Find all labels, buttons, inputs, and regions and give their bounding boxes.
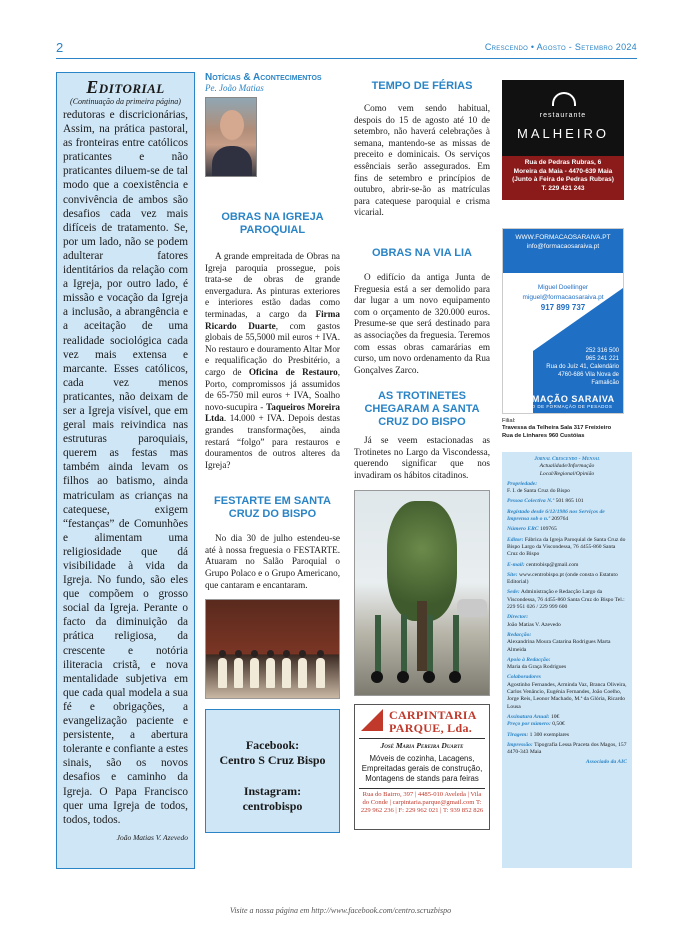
formacao-branches: Filial: Travessa da Telheira Sala 317 Freixieiro Rua de Linhares 960 Custóias (502, 418, 612, 439)
formacao-top-band (503, 229, 623, 273)
header-divider (56, 58, 637, 59)
page-number: 2 (56, 40, 64, 55)
carpintaria-owner: José Maria Pereira Duarte (359, 738, 485, 750)
footer-facebook-link[interactable]: Visite a nossa página em http://www.facebook.com/centro.scruzbispo (229, 906, 452, 915)
formacao-phones: 252 316 500 965 241 221 Rua do Juíz 41, Calendário 4760-686 Vila Nova de Famalicão (546, 348, 619, 386)
carpintaria-title-1: CARPINTARIA (389, 707, 477, 722)
trotinetes-headline: AS TROTINETES CHEGARAM A SANTA CRUZ DO BISPO (364, 390, 480, 429)
trotinetes-body: Já se veem estacionadas as Trotinetes no Largo da Viscondessa, querendo significar que nos invadiram os hábitos citadinos. (354, 435, 490, 481)
instagram-label: Instagram: (243, 784, 302, 799)
formacao-brand: FORMAÇÃO SARAIVA CENTRO DE FORMAÇÃO DE PESADOS (511, 394, 615, 409)
editorial-continuation: (Continuação da primeira página) (70, 97, 181, 106)
column-three (354, 72, 490, 830)
obras-igreja-body: A grande empreitada de Obras na Igreja paroquia prossegue, pois trata-se de obras de grande envergadura. As pinturas exteriores e interiores estão dadas como terminadas, a cargo da Firma Ricardo Duarte, com gastos globais de 55,5000 mil euros + IVA. No restauro e douramento Altar Mor e requalificação do Presbitério, a cargo de Oficina de Restauro, Porto, compromissos já assumidos de 65-750 mil euros + IVA, Soalho novo-sucupira - Taqueiros Moreira Ltda. 14.000 + IVA. Depois destas grandes transformações, ainda restará “folgo” para restauros e douramentos de outros alteres da Igreja? (205, 251, 340, 470)
header-issue-info: Crescendo • Agosto - Setembro 2024 (484, 42, 637, 52)
scooters-photo (354, 490, 490, 696)
author-portrait-photo (205, 97, 257, 177)
malheiro-word: restaurante (539, 112, 587, 119)
chef-hat-icon (552, 92, 576, 106)
formacao-website: WWW.FORMACAOSARAIVA.PT (515, 234, 611, 241)
news-section-title: Notícias & Acontecimentos (205, 72, 322, 83)
editorial-body: redutoras e discricionárias, Assim, na prática pastoral, as fronteiras entre católicos praticantes e não praticantes diluem-se de tal modo que a coexistência e convivência de ambos são desafios cada vez mais difíceis de tratamento. Se, por um lado, não se podem adulterar fatores identitários da relação com a Igreja, por outro lado, é missão e vocação da Igreja a inclusão, a abrangência e a aceitação de uma realidade sociológica cada vez mais extensa e marcante. Esses católicos, cada vez menos praticantes, não deixam de ser a Igreja visível, que em geral mais reivindica nas estruturas paroquiais, querem as festas mas também ainda levam os filhos ao batismo, ainda matriculam as crianças na catequese, exigem “festanças” de Comunhões e alimentam uma religiosidade que dá visibilidade à vida da Igreja. No fundo, são eles que compõem o grosso social da Igreja. Perante o facto da diminuição da prática religiosa, da crescente e notória iliteracia cristã, e nova mentalidade subjetiva em que cada qual modela a sua fé e obrigações, a evangelização paciente e persistente, a abertura tolerante e confiante a estes sinais, são os novos desafios e caminho da Igreja. O Papa Francisco quer uma Igreja de todos, todos, todos. (63, 109, 188, 826)
ferias-headline: TEMPO DE FÉRIAS (371, 80, 473, 92)
festarte-dance-photo (205, 599, 340, 699)
via-lia-headline: OBRAS NA VIA LIA (371, 246, 473, 259)
facebook-name: Centro S Cruz Bispo (219, 753, 326, 768)
malheiro-ad (502, 80, 624, 200)
malheiro-address: Rua de Pedras Rubras, 6 Moreira da Maia - 4470-639 Maia (Junto à Feira de Pedras Rubras) T. 229 421 243 (502, 156, 624, 200)
social-media-box (205, 709, 340, 833)
obras-igreja-headline: OBRAS NA IGREJA PAROQUIAL (221, 211, 324, 236)
ficha-aic: Associado da AIC (585, 759, 627, 766)
ficha-header: Jornal Crescendo - Mensal Actualidade/Informação Local/Regional/Opinião (534, 456, 600, 477)
carpintaria-description: Móveis de cozinha, Lacagens, Empreitadas gerais de construção, Montagens de stands para feiras (361, 753, 483, 783)
news-author: Pe. João Matias (205, 83, 264, 93)
editorial-title: Editorial (86, 77, 165, 97)
festarte-headline: FESTARTE EM SANTA CRUZ DO BISPO (214, 495, 331, 521)
ficha-tecnica: Jornal Crescendo - Mensal Actualidade/Informação Local/Regional/Opinião Propriedade: F. I. de Santa Cruz do Bispo Pessoa Colectiva N.º 501 865 101 Registado desde 6/12/1986 nos Serviços de Imprensa sob o n.º 209764 Número ERC 109765 Editor: Fábrica da Igreja Paroquial de Santa Cruz do Bispo Largo da Viscondessa, 76 4455-860 Santa Cruz do Bispo E-mail: centrobisp@gmail.com Site: www.centrobispo.pt (onde consta o Estatuto Editorial) Sede: Administração e Redacção Largo da Viscondessa, 76 4455-860 Santa Cruz do Bispo Tel.: 229 951 026 / 229 999 600 Director: João Matias V. Azevedo Redacção: Alexandrina Moura Catarina Rodrigues Marta Almeida Apoio à Redacção: Maria da Graça Rodrigues Colaboradores Agostinho Fernandes, Arminda Vaz, Branca Oliveira, Carlos Venâncio, Eugénia Fernandes, João Coelho, Jorge Reis, Leonor Machado, M.ª da Glória, Ricardo Lousa Assinatura Anual: 10€ Preço por número: 0,50€ Tiragem: 1 300 exemplares Impressão: Tipografia Lessa Praceta dos Magos, 157 4470-343 Maia Associado da AIC (502, 452, 632, 868)
instagram-name: centrobispo (242, 799, 303, 814)
carpintaria-ad (354, 704, 490, 830)
carpintaria-logo-icon (361, 709, 383, 731)
ferias-body: Como vem sendo habitual, despois do 15 de agosto até 10 de setembro, não haverá celebrações à semana, mantendo-se as missas de preceito e dominicais. Os serviços essênciais serão assegurados. Em fins de setembro e princípios de outubro, abrir-se-ão as matrículas para catequese paroquial e crisma vicarial. (354, 103, 490, 218)
editorial-box (56, 72, 195, 869)
editorial-signature: João Matias V. Azevedo (116, 832, 188, 842)
news-column (205, 72, 340, 833)
facebook-label: Facebook: (245, 738, 300, 753)
carpintaria-title-2: PARQUE, Lda. (389, 720, 473, 735)
formacao-email: info@formacaosaraiva.pt (526, 243, 600, 250)
malheiro-name: MALHEIRO (517, 126, 609, 141)
formacao-contact-person: Miguel Doellinger miguel@formacaosaraiva.pt 917 899 737 (522, 284, 604, 312)
festarte-body: No dia 30 de julho estendeu-se até à nossa freguesia o FESTARTE. Atuaram no Salão Paroquial o Grupo Polaco e o Grupo Americano, que cantaram e encantaram. (205, 533, 340, 590)
formacao-saraiva-ad (502, 228, 624, 414)
carpintaria-contact: Rua do Bairro, 397 | 4485-010 Aveleda | Vila do Conde | carpintaria.parque@gmail.com T: 229 962 236 | F: 229 962 021 | T: 939 852 826 (359, 788, 485, 815)
via-lia-body: O edifício da antiga Junta de Freguesia está a ser demolido para dar lugar a um novo equipamento com o orçamento de 320.000 euros. Presume-se que será destinado para as associações da freguesia. Teremos com essas obras camarárias em curso, um novo ordenamento da Rua Gonçalves Zarco. (354, 271, 490, 375)
